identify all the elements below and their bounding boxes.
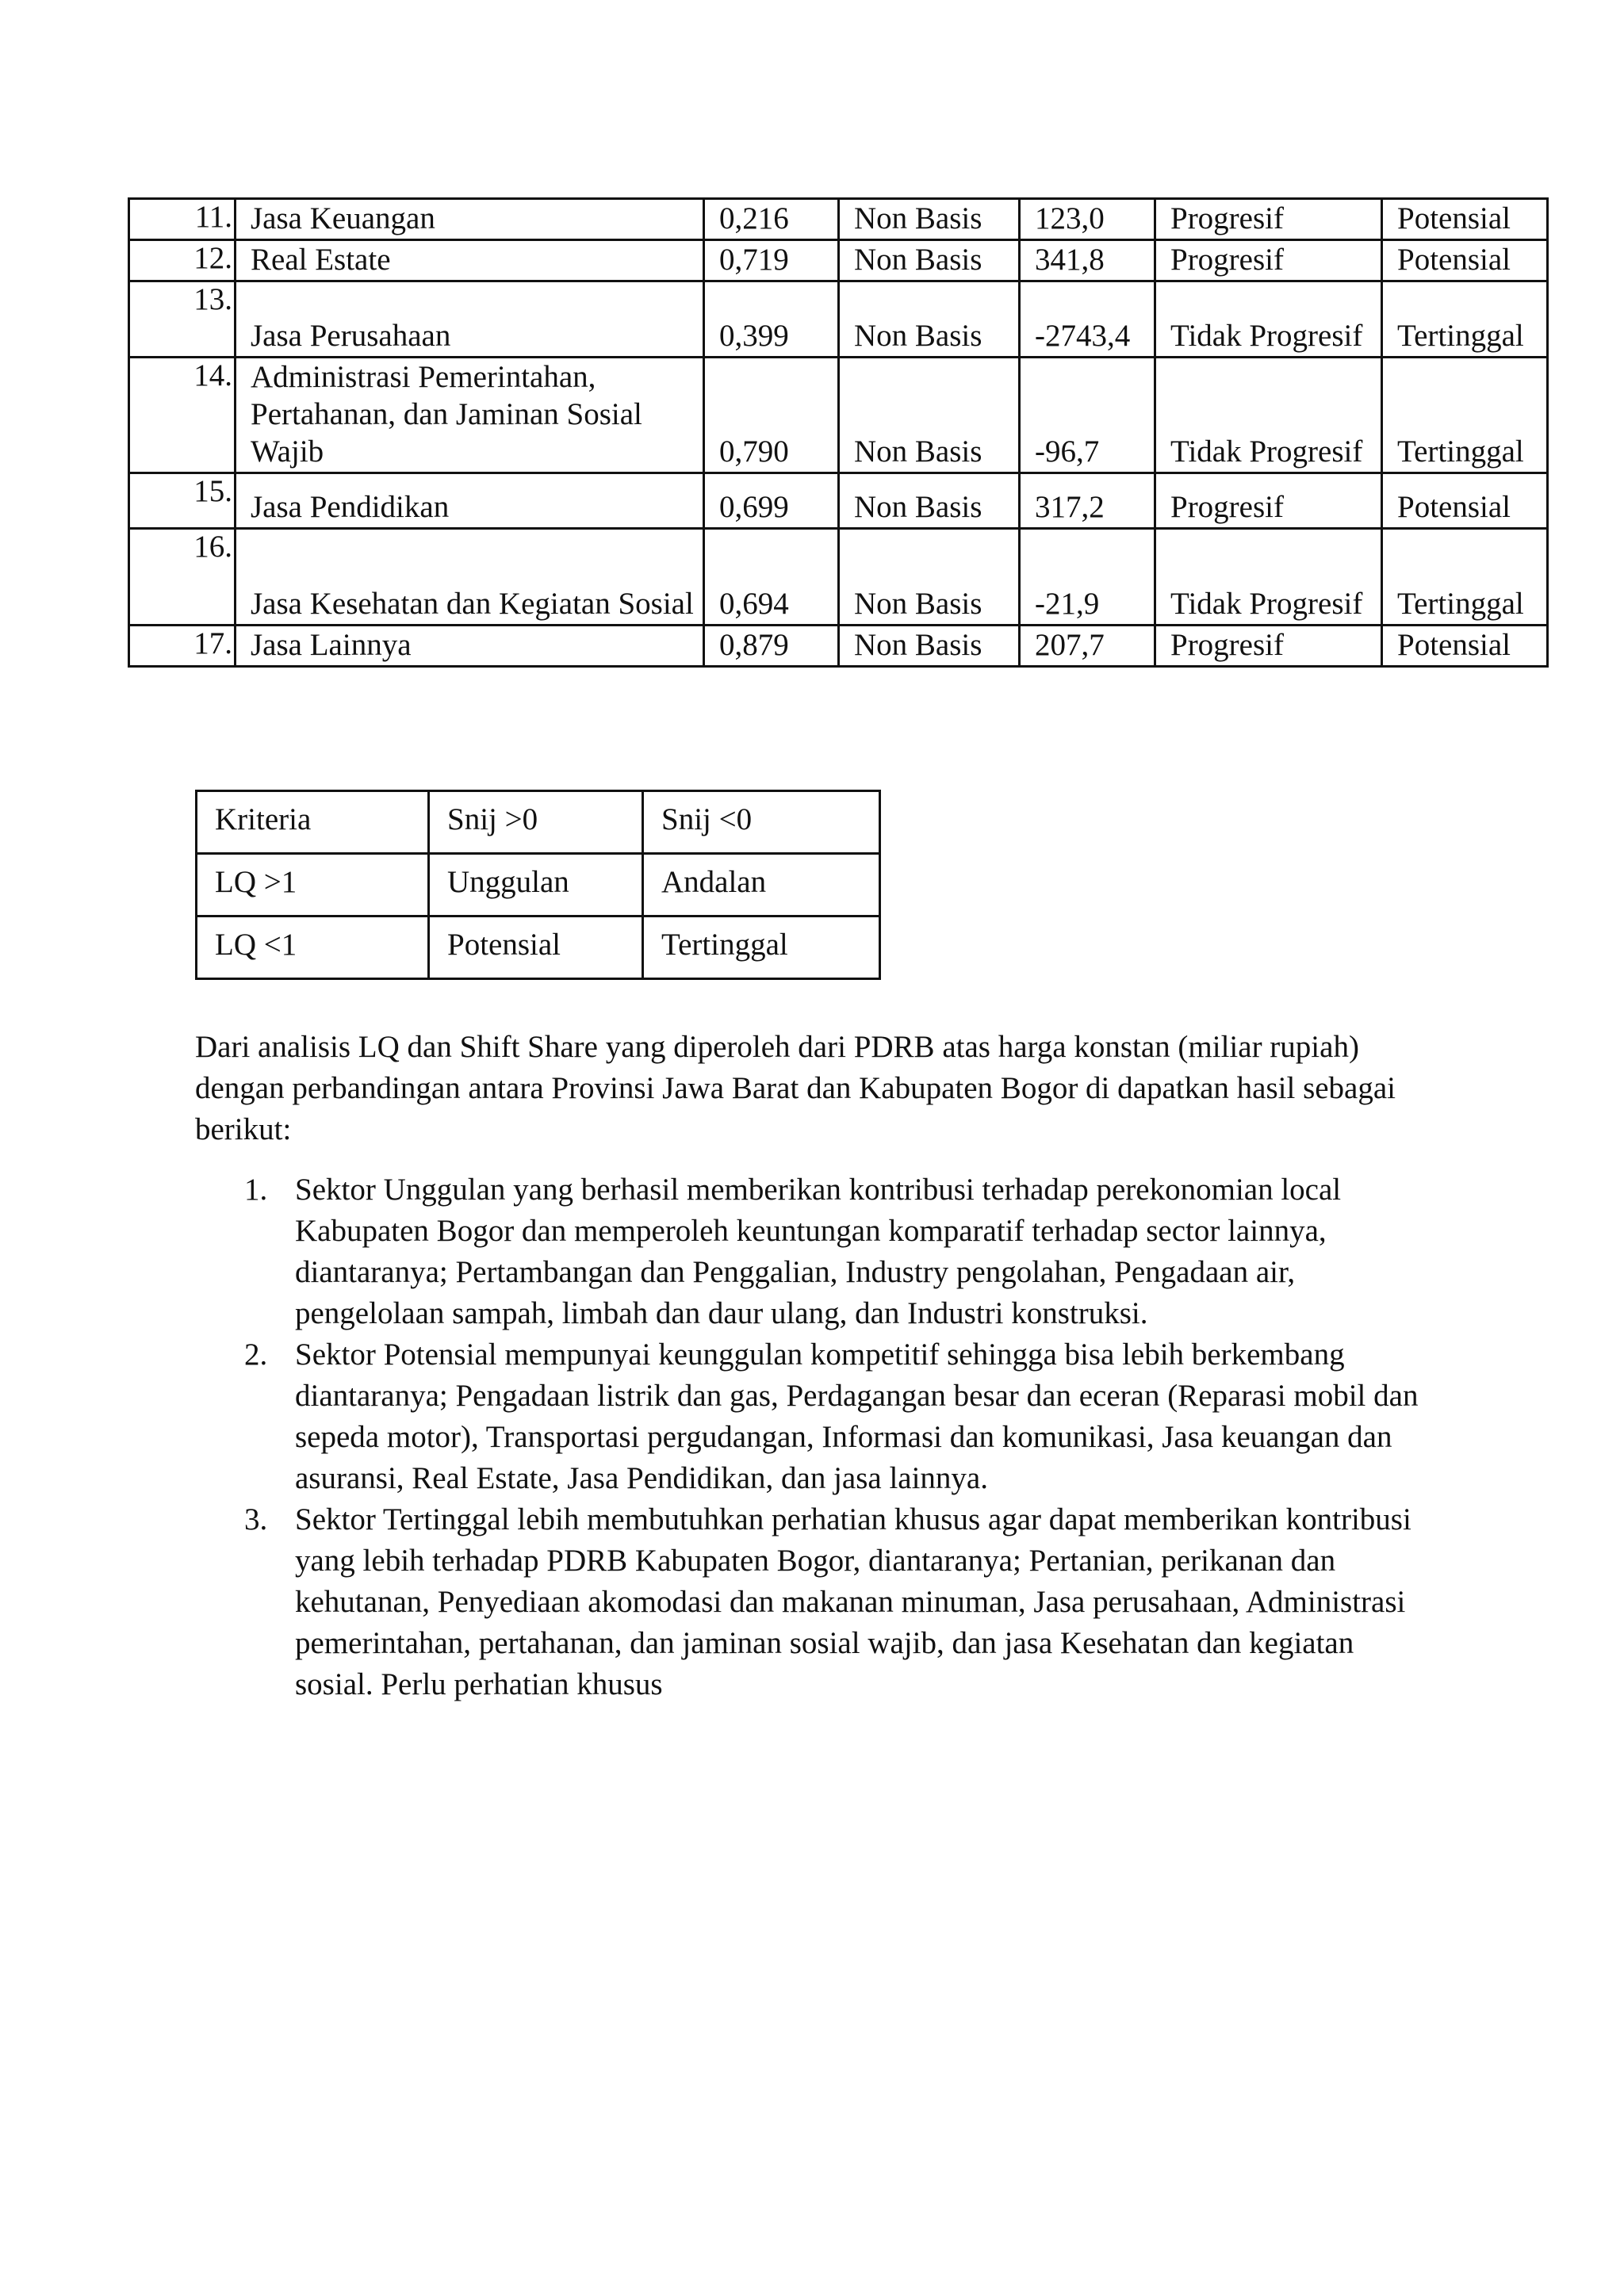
list-index: 3. (244, 1502, 268, 1536)
criteria-cell: Tertinggal (643, 916, 880, 979)
category-label: Potensial (1382, 199, 1548, 240)
basis-label: Non Basis (839, 473, 1020, 529)
sector-name: Jasa Pendidikan (236, 473, 704, 529)
category-label: Potensial (1382, 473, 1548, 529)
criteria-header-cell: Kriteria (197, 791, 429, 854)
row-number: 16. (129, 529, 236, 626)
table-row (129, 358, 1548, 473)
status-label: Progresif (1155, 199, 1382, 240)
category-label: Tertinggal (1382, 281, 1548, 358)
sector-name: Administrasi Pemerintahan, Pertahanan, dan Jaminan Sosial Wajib (236, 358, 704, 473)
status-label: Tidak Progresif (1155, 281, 1382, 358)
status-label: Progresif (1155, 626, 1382, 667)
criteria-cell: LQ <1 (197, 916, 429, 979)
basis-label: Non Basis (839, 240, 1020, 281)
intro-paragraph: Dari analisis LQ dan Shift Share yang diperoleh dari PDRB atas harga konstan (miliar rupiah) dengan perbandingan antara Provinsi Jawa Barat dan Kabupaten Bogor di dapatkan hasil sebagai berikut: (195, 1030, 1396, 1146)
criteria-header-cell: Snij >0 (429, 791, 643, 854)
lq-value: 0,719 (704, 240, 839, 281)
criteria-cell: Andalan (643, 854, 880, 916)
row-number: 12. (129, 240, 236, 281)
sector-name: Jasa Kesehatan dan Kegiatan Sosial (236, 529, 704, 626)
shift-share-value: 123,0 (1020, 199, 1155, 240)
criteria-cell: LQ >1 (197, 854, 429, 916)
list-item-text: Sektor Unggulan yang berhasil memberikan kontribusi terhadap perekonomian local Kabupaten Bogor dan memperoleh keuntungan komparatif terhadap sector lainnya, diantaranya; Pertambangan dan Penggalian, Industry pengolahan, Pengadaan air, pengelolaan sampah, limbah dan daur ulang, dan Industri konstruksi. (295, 1173, 1342, 1330)
list-index: 2. (244, 1337, 268, 1372)
sector-name: Jasa Lainnya (236, 626, 704, 667)
list-item (195, 1499, 1432, 1705)
list-item-text: Sektor Tertinggal lebih membutuhkan perhatian khusus agar dapat memberikan kontribusi yang lebih terhadap PDRB Kabupaten Bogor, diantaranya; Pertanian, perikanan dan kehutanan, Penyediaan akomodasi dan makanan minuman, Jasa perusahaan, Administrasi pemerintahan, pertahanan, dan jaminan sosial wajib, dan jasa Kesehatan dan kegiatan sosial. Perlu perhatian khusus (295, 1502, 1411, 1701)
sector-name: Jasa Perusahaan (236, 281, 704, 358)
table-row (129, 529, 1548, 626)
row-number: 13. (129, 281, 236, 358)
category-label: Tertinggal (1382, 529, 1548, 626)
criteria-row (197, 854, 880, 916)
basis-label: Non Basis (839, 281, 1020, 358)
category-label: Potensial (1382, 626, 1548, 667)
table-row (129, 199, 1548, 240)
table-row (129, 473, 1548, 529)
table-row (129, 240, 1548, 281)
shift-share-value: 341,8 (1020, 240, 1155, 281)
lq-value: 0,879 (704, 626, 839, 667)
shift-share-value: -2743,4 (1020, 281, 1155, 358)
sector-name: Jasa Keuangan (236, 199, 704, 240)
status-label: Tidak Progresif (1155, 529, 1382, 626)
category-label: Potensial (1382, 240, 1548, 281)
row-number: 15. (129, 473, 236, 529)
status-label: Tidak Progresif (1155, 358, 1382, 473)
lq-value: 0,699 (704, 473, 839, 529)
criteria-row (197, 916, 880, 979)
sector-name: Real Estate (236, 240, 704, 281)
table-row (129, 626, 1548, 667)
shift-share-value: 207,7 (1020, 626, 1155, 667)
shift-share-value: 317,2 (1020, 473, 1155, 529)
criteria-cell: Potensial (429, 916, 643, 979)
lq-value: 0,399 (704, 281, 839, 358)
basis-label: Non Basis (839, 199, 1020, 240)
list-item (195, 1334, 1432, 1499)
basis-label: Non Basis (839, 529, 1020, 626)
findings-list (195, 1169, 1432, 1705)
list-item-text: Sektor Potensial mempunyai keunggulan kompetitif sehingga bisa lebih berkembang diantaranya; Pengadaan listrik dan gas, Perdagangan besar dan eceran (Reparasi mobil dan sepeda motor), Transportasi pergudangan, Informasi dan komunikasi, Jasa keuangan dan asuransi, Real Estate, Jasa Pendidikan, dan jasa lainnya. (295, 1337, 1419, 1495)
list-index: 1. (244, 1173, 268, 1207)
lq-value: 0,790 (704, 358, 839, 473)
criteria-header-cell: Snij <0 (643, 791, 880, 854)
lq-value: 0,694 (704, 529, 839, 626)
shift-share-value: -21,9 (1020, 529, 1155, 626)
basis-label: Non Basis (839, 626, 1020, 667)
table-row (129, 281, 1548, 358)
category-label: Tertinggal (1382, 358, 1548, 473)
basis-label: Non Basis (839, 358, 1020, 473)
list-item (195, 1169, 1432, 1334)
row-number: 17. (129, 626, 236, 667)
shift-share-value: -96,7 (1020, 358, 1155, 473)
row-number: 11. (129, 199, 236, 240)
row-number: 14. (129, 358, 236, 473)
criteria-header-row (197, 791, 880, 854)
criteria-cell: Unggulan (429, 854, 643, 916)
lq-value: 0,216 (704, 199, 839, 240)
status-label: Progresif (1155, 473, 1382, 529)
status-label: Progresif (1155, 240, 1382, 281)
criteria-table (195, 790, 881, 980)
sector-analysis-table (128, 197, 1549, 668)
